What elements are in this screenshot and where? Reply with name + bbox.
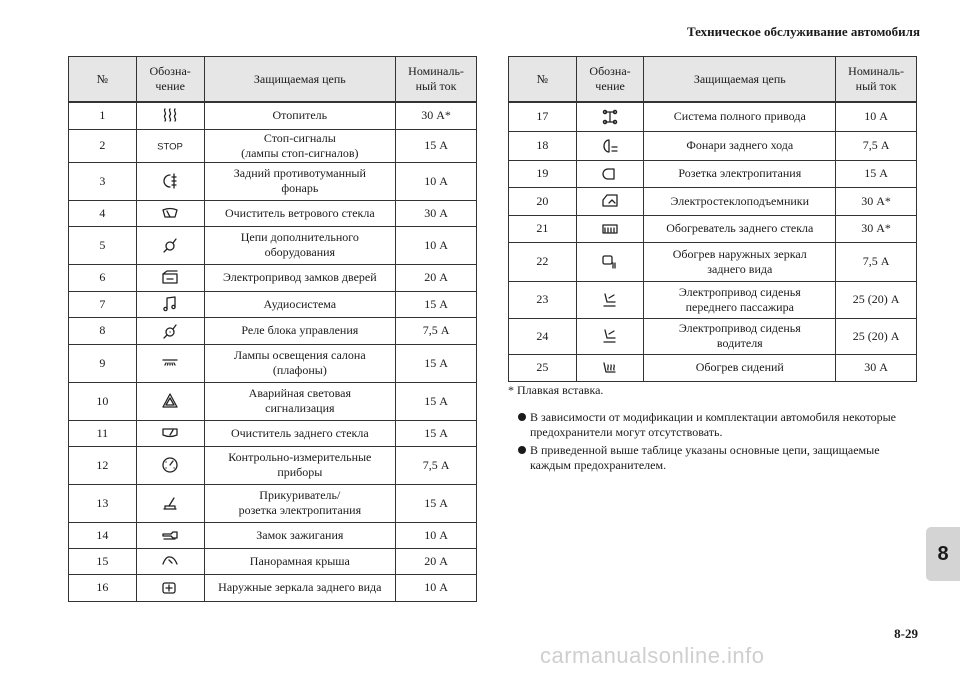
relay-icon [160, 321, 180, 341]
circuit-cell: Задний противотуманный фонарь [204, 162, 395, 200]
column-header-rating: Номиналь- ный ток [396, 57, 477, 103]
fuse-symbol-cell [576, 318, 644, 354]
rating-cell: 15 А [396, 291, 477, 317]
table-row [509, 281, 917, 318]
rear-fog-icon [160, 171, 180, 191]
column-header-num: № [69, 57, 137, 103]
circuit-cell: Цепи дополнительного оборудования [204, 226, 395, 264]
fuse-symbol-cell [136, 129, 204, 162]
table-row [509, 160, 917, 187]
table-row [69, 162, 477, 200]
rating-cell: 20 А [396, 264, 477, 291]
fuse-symbol-cell [576, 187, 644, 215]
rating-cell: 25 (20) А [836, 318, 917, 354]
fuse-symbol-cell [576, 242, 644, 281]
fuse-number-cell: 16 [69, 574, 137, 601]
page-number: 8-29 [894, 626, 918, 641]
rating-cell: 30 А [396, 200, 477, 226]
note-text: В зависимости от модификации и комплектации автомобиля некоторые предохранители могут отсутствовать. [530, 410, 896, 439]
notes-list [508, 410, 918, 476]
fuse-symbol-cell [136, 102, 204, 129]
fuse-symbol-cell [136, 484, 204, 522]
table-row [69, 200, 477, 226]
bullet-icon [518, 413, 526, 421]
fuse-symbol-cell [136, 574, 204, 601]
rating-cell: 25 (20) А [836, 281, 917, 318]
rating-cell: 30 А [836, 354, 917, 381]
circuit-cell: Электропривод сиденья водителя [644, 318, 836, 354]
rating-cell: 7,5 А [396, 317, 477, 344]
driver-seat-icon [600, 326, 620, 346]
fuse-symbol-cell [136, 446, 204, 484]
rating-cell: 10 А [396, 574, 477, 601]
table-row [509, 187, 917, 215]
door-lock-icon [160, 268, 180, 288]
passenger-seat-icon [600, 290, 620, 310]
fuse-number-cell: 8 [69, 317, 137, 344]
backup-light-icon [600, 136, 620, 156]
fuse-table-left [68, 56, 477, 602]
circuit-cell: Замок зажигания [204, 522, 395, 548]
circuit-cell: Наружные зеркала заднего вида [204, 574, 395, 601]
note-item [508, 410, 918, 440]
fuse-symbol-cell [136, 226, 204, 264]
fuse-symbol-cell [576, 131, 644, 160]
table-row [69, 129, 477, 162]
rating-cell: 7,5 А [836, 131, 917, 160]
fuse-number-cell: 17 [509, 102, 577, 131]
fuse-number-cell: 23 [509, 281, 577, 318]
fuse-number-cell: 18 [509, 131, 577, 160]
circuit-cell: Очиститель заднего стекла [204, 420, 395, 446]
mirror-heater-icon [600, 252, 620, 272]
table-row [509, 131, 917, 160]
circuit-cell: Очиститель ветрового стекла [204, 200, 395, 226]
circuit-cell: Прикуриватель/ розетка электропитания [204, 484, 395, 522]
fuse-symbol-cell [576, 102, 644, 131]
fuse-symbol-cell [136, 522, 204, 548]
watermark: carmanualsonline.info [540, 643, 765, 668]
column-header-circuit: Защищаемая цепь [204, 57, 395, 103]
rating-cell: 15 А [396, 129, 477, 162]
rating-cell: 15 А [396, 420, 477, 446]
fuse-number-cell: 9 [69, 344, 137, 382]
circuit-cell: Лампы освещения салона (плафоны) [204, 344, 395, 382]
fuse-number-cell: 7 [69, 291, 137, 317]
note-item [508, 443, 918, 473]
rating-cell: 7,5 А [836, 242, 917, 281]
table-row [69, 102, 477, 129]
circuit-cell: Розетка электропитания [644, 160, 836, 187]
rating-cell: 15 А [396, 484, 477, 522]
table-row [69, 291, 477, 317]
fuse-number-cell: 12 [69, 446, 137, 484]
circuit-cell: Обогрев сидений [644, 354, 836, 381]
rating-cell: 10 А [396, 226, 477, 264]
note-text: В приведенной выше таблице указаны основные цепи, защищаемые каждым предохранителем. [530, 443, 880, 472]
page-header-title: Техническое обслуживание автомобиля [686, 24, 920, 39]
table-row [69, 548, 477, 574]
fuse-symbol-cell [136, 420, 204, 446]
circuit-cell: Электропривод замков дверей [204, 264, 395, 291]
table-row [69, 226, 477, 264]
circuit-cell: Система полного привода [644, 102, 836, 131]
table-row [509, 354, 917, 381]
fuse-number-cell: 11 [69, 420, 137, 446]
footnote: * Плавкая вставка. [508, 383, 604, 397]
table-row [509, 318, 917, 354]
table-row [69, 264, 477, 291]
column-header-symbol: Обозна- чение [576, 57, 644, 103]
fuse-number-cell: 2 [69, 129, 137, 162]
table-row [69, 446, 477, 484]
circuit-cell: Панорамная крыша [204, 548, 395, 574]
rating-cell: 15 А [396, 344, 477, 382]
rating-cell: 10 А [396, 162, 477, 200]
heater-icon [160, 106, 180, 126]
circuit-cell: Электростеклоподъемники [644, 187, 836, 215]
option-icon [160, 235, 180, 255]
fuse-symbol-cell [136, 162, 204, 200]
power-outlet-icon [600, 164, 620, 184]
fuse-number-cell: 22 [509, 242, 577, 281]
table-row [69, 382, 477, 420]
fuse-number-cell: 4 [69, 200, 137, 226]
stop-icon [157, 136, 184, 156]
rating-cell: 30 А* [836, 187, 917, 215]
table-row [69, 522, 477, 548]
mirror-icon [160, 578, 180, 598]
column-header-rating: Номиналь- ный ток [836, 57, 917, 103]
table-row [69, 420, 477, 446]
fuse-number-cell: 5 [69, 226, 137, 264]
table-row [509, 242, 917, 281]
fuse-symbol-cell [136, 382, 204, 420]
fuse-number-cell: 25 [509, 354, 577, 381]
circuit-cell: Фонари заднего хода [644, 131, 836, 160]
fuse-number-cell: 19 [509, 160, 577, 187]
rating-cell: 15 А [836, 160, 917, 187]
audio-icon [160, 294, 180, 314]
rating-cell: 20 А [396, 548, 477, 574]
fuse-number-cell: 20 [509, 187, 577, 215]
fuse-symbol-cell [136, 264, 204, 291]
rating-cell: 10 А [836, 102, 917, 131]
circuit-cell: Аварийная световая сигнализация [204, 382, 395, 420]
fuse-symbol-cell [136, 200, 204, 226]
fuse-number-cell: 1 [69, 102, 137, 129]
svg-text:STOP: STOP [157, 141, 184, 152]
circuit-cell: Контрольно-измерительные приборы [204, 446, 395, 484]
fuse-number-cell: 15 [69, 548, 137, 574]
column-header-symbol: Обозна- чение [136, 57, 204, 103]
fuse-number-cell: 3 [69, 162, 137, 200]
room-light-icon [160, 353, 180, 373]
table-row [69, 344, 477, 382]
gauge-icon [160, 455, 180, 475]
fuse-symbol-cell [136, 344, 204, 382]
bullet-icon [518, 446, 526, 454]
fuse-number-cell: 14 [69, 522, 137, 548]
circuit-cell: Электропривод сиденья переднего пассажира [644, 281, 836, 318]
fuse-symbol-cell [576, 160, 644, 187]
hazard-icon [160, 391, 180, 411]
circuit-cell: Обогрев наружных зеркал заднего вида [644, 242, 836, 281]
fuse-number-cell: 24 [509, 318, 577, 354]
wiper-icon [160, 203, 180, 223]
circuit-cell: Стоп-сигналы (лампы стоп-сигналов) [204, 129, 395, 162]
column-header-circuit: Защищаемая цепь [644, 57, 836, 103]
circuit-cell: Отопитель [204, 102, 395, 129]
fuse-number-cell: 21 [509, 215, 577, 242]
seat-heater-icon [600, 358, 620, 378]
power-window-icon [600, 191, 620, 211]
cigar-lighter-icon [160, 493, 180, 513]
rating-cell: 30 А* [396, 102, 477, 129]
awd-icon [600, 107, 620, 127]
circuit-cell: Реле блока управления [204, 317, 395, 344]
table-row [509, 215, 917, 242]
fuse-symbol-cell [136, 548, 204, 574]
table-row [509, 102, 917, 131]
fuse-table-right [508, 56, 917, 382]
table-row [69, 317, 477, 344]
rating-cell: 15 А [396, 382, 477, 420]
sunroof-icon [160, 551, 180, 571]
circuit-cell: Аудиосистема [204, 291, 395, 317]
chapter-tab: 8 [926, 527, 960, 581]
rear-wiper-icon [160, 423, 180, 443]
fuse-symbol-cell [576, 354, 644, 381]
circuit-cell: Обогреватель заднего стекла [644, 215, 836, 242]
fuse-number-cell: 13 [69, 484, 137, 522]
ignition-icon [160, 525, 180, 545]
table-row [69, 484, 477, 522]
fuse-symbol-cell [576, 215, 644, 242]
fuse-symbol-cell [576, 281, 644, 318]
fuse-number-cell: 10 [69, 382, 137, 420]
column-header-num: № [509, 57, 577, 103]
rating-cell: 10 А [396, 522, 477, 548]
rating-cell: 7,5 А [396, 446, 477, 484]
table-row [69, 574, 477, 601]
rear-defogger-icon [600, 219, 620, 239]
fuse-symbol-cell [136, 317, 204, 344]
fuse-symbol-cell [136, 291, 204, 317]
rating-cell: 30 А* [836, 215, 917, 242]
fuse-number-cell: 6 [69, 264, 137, 291]
